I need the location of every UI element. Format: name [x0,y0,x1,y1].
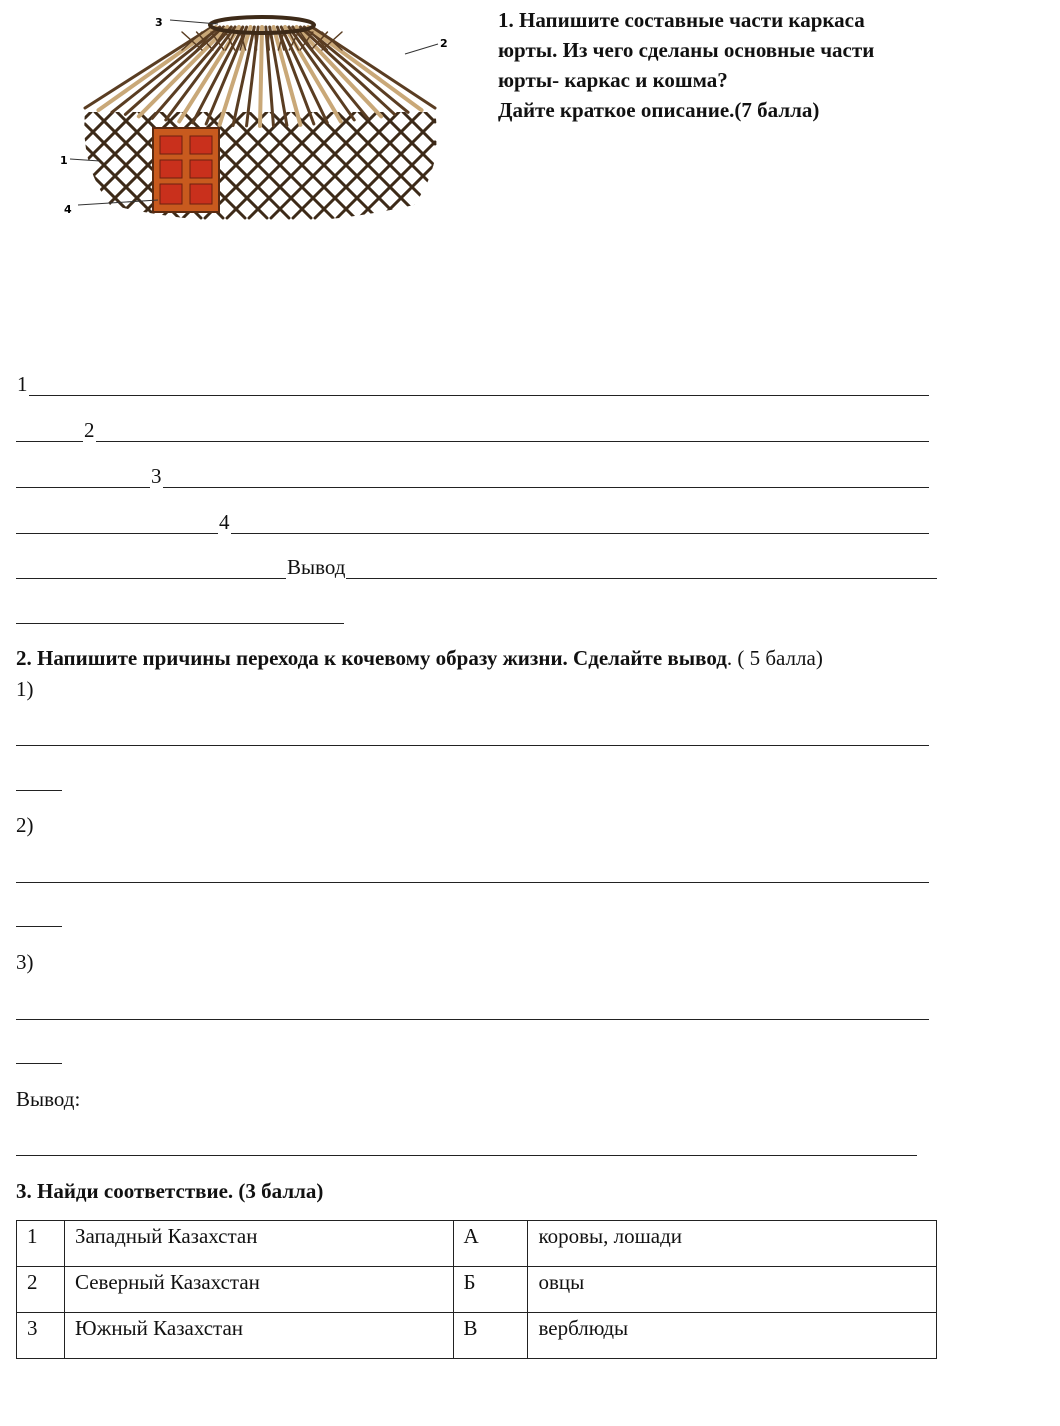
question-2-title: 2. Напишите причины перехода к кочевому образу жизни. Сделайте вывод [16,646,727,670]
yurt-label-2: 2 [440,37,448,50]
yurt-label-3: 3 [155,16,163,29]
row-number: 3 [17,1313,65,1359]
reason-line-2-tail[interactable] [16,926,62,927]
yurt-label-4: 4 [64,203,72,216]
animal-cell: коровы, лошади [528,1221,937,1267]
letter-cell: А [453,1221,528,1267]
question-2-heading [16,645,823,671]
question-1-line-1: 1. Напишите составные части каркаса [498,8,865,32]
answer-line-4[interactable] [16,533,929,534]
reason-line-1-tail[interactable] [16,790,62,791]
yurt-dome-poles [85,27,435,126]
question-1-heading [498,5,874,125]
question-1-line-3: юрты- каркас и кошма? [498,68,728,92]
matching-table [16,1220,937,1359]
reason-label-1: 1) [16,677,34,701]
letter-cell: В [453,1313,528,1359]
region-cell: Южный Казахстан [64,1313,453,1359]
table-row [17,1221,937,1267]
row-number: 2 [17,1267,65,1313]
animal-cell: верблюды [528,1313,937,1359]
yurt-frame-illustration [40,0,490,235]
question-2-points: . ( 5 балла) [726,646,823,670]
reason-line-3-tail[interactable] [16,1063,62,1064]
yurt-door [153,128,219,212]
conclusion-label-2: Вывод: [16,1087,81,1111]
yurt-wall-lattice [85,100,447,230]
reason-label-2: 2) [16,813,34,837]
table-row [17,1267,937,1313]
region-cell: Западный Казахстан [64,1221,453,1267]
conclusion-line-1b[interactable] [16,623,344,624]
answer-label-4: 4 [219,510,230,534]
conclusion-line-1[interactable] [16,578,937,579]
letter-cell: Б [453,1267,528,1313]
answer-line-2[interactable] [16,441,929,442]
question-1-line-2: юрты. Из чего сделаны основные части [498,38,875,62]
question-1-line-4: Дайте краткое описание.(7 балла) [498,98,820,122]
reason-line-1[interactable] [16,745,929,746]
region-cell: Северный Казахстан [64,1267,453,1313]
animal-cell: овцы [528,1267,937,1313]
answer-label-1: 1 [17,372,28,396]
answer-label-3: 3 [151,464,162,488]
answer-line-1[interactable] [28,395,929,396]
answer-label-2: 2 [84,418,95,442]
reason-line-2[interactable] [16,882,929,883]
reason-label-3: 3) [16,950,34,974]
conclusion-line-2[interactable] [16,1155,917,1156]
yurt-label-1: 1 [60,154,68,167]
row-number: 1 [17,1221,65,1267]
question-3-heading: 3. Найди соответствие. (3 балла) [16,1179,324,1203]
reason-line-3[interactable] [16,1019,929,1020]
table-row [17,1313,937,1359]
conclusion-label-1: Вывод [287,555,346,579]
